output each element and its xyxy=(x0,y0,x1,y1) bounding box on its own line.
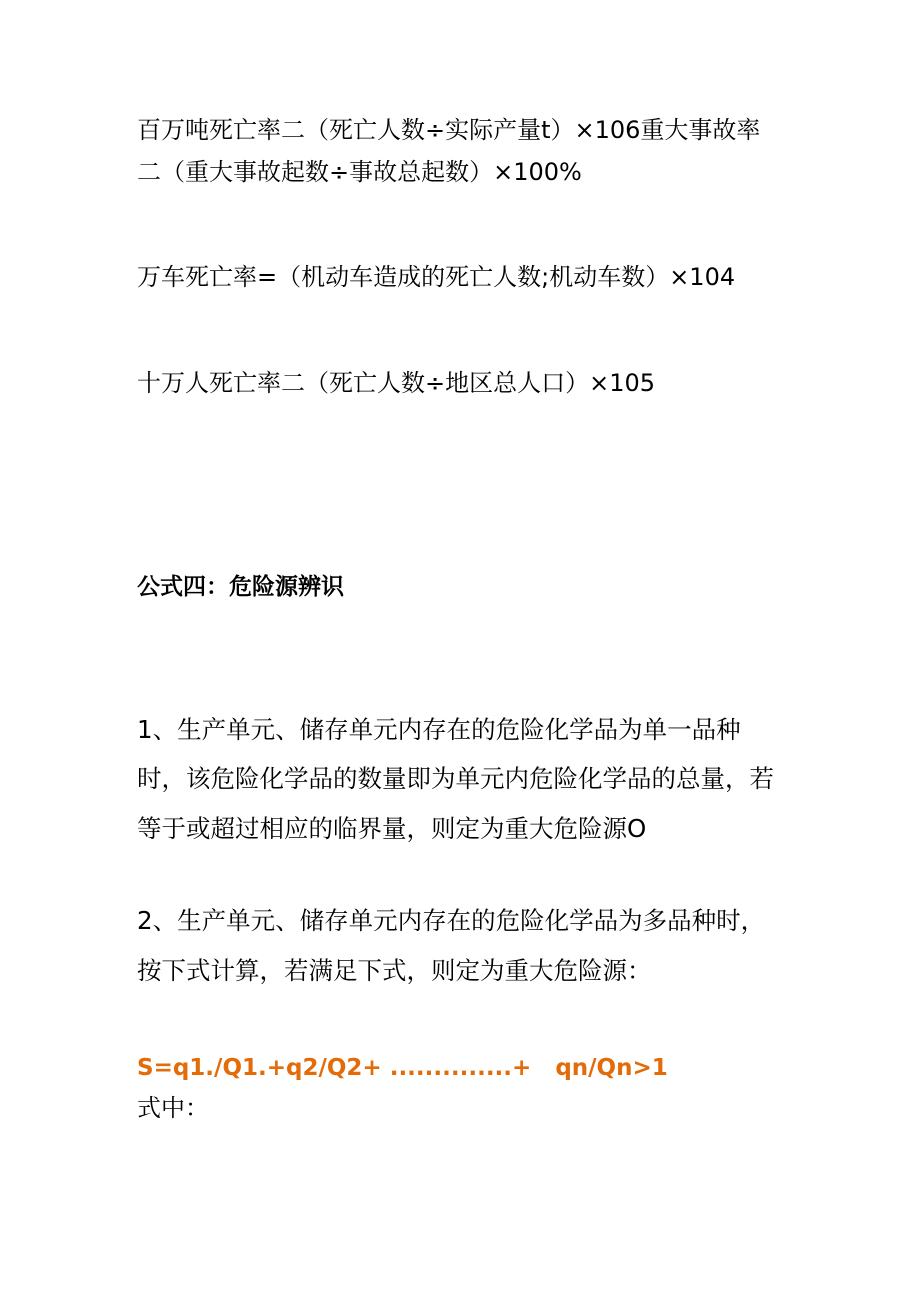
paragraph-2-line-1: 2、生产单元、储存单元内存在的危险化学品为多品种时， xyxy=(137,906,766,935)
major-hazard-formula: S=q1./Q1.+q2/Q2+ ..............+ qn/Qn>1 xyxy=(137,1055,668,1081)
section-heading: 公式四：危险源辨识 xyxy=(137,574,344,600)
paragraph-1-line-2: 时，该危险化学品的数量即为单元内危险化学品的总量，若 xyxy=(137,764,774,793)
formula-line-major-accident-rate: 二（重大事故起数÷事故总起数）×100% xyxy=(137,158,582,186)
paragraph-2-line-2: 按下式计算，若满足下式，则定为重大危险源： xyxy=(137,956,652,985)
paragraph-1-line-1: 1、生产单元、储存单元内存在的危险化学品为单一品种 xyxy=(137,715,741,744)
formula-line-death-rate-per-ten-thousand-vehicles: 万车死亡率=（机动车造成的死亡人数;机动车数）×104 xyxy=(137,263,736,291)
formula-note-label: 式中： xyxy=(137,1094,209,1122)
paragraph-1-line-3: 等于或超过相应的临界量，则定为重大危险源O xyxy=(137,814,647,843)
formula-line-death-rate-per-hundred-thousand-people: 十万人死亡率二（死亡人数÷地区总人口）×105 xyxy=(137,369,656,397)
formula-line-death-rate-per-million-tons: 百万吨死亡率二（死亡人数÷实际产量t）×106重大事故率 xyxy=(137,116,761,144)
